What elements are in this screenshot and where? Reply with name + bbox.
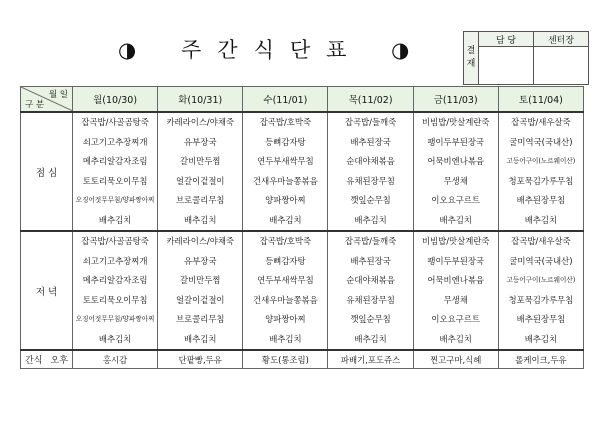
menu-item: 갈비만두찜: [180, 156, 221, 166]
menu-item: 팽이두부된장국: [427, 255, 485, 266]
menu-item: 잡곡밥/들깨죽: [344, 117, 397, 127]
menu-cell: [73, 112, 158, 231]
menu-item: 배추된장국: [350, 136, 391, 147]
menu-item: 유부장국: [184, 255, 217, 266]
menu-item: 유부장국: [184, 136, 217, 147]
menu-cell: [243, 231, 328, 350]
menu-item: 배추김치: [524, 333, 558, 344]
menu-item: 배추김치: [184, 214, 217, 225]
snack-row: [21, 350, 584, 369]
menu-item: 잡곡밥/사골곰탕죽: [81, 236, 149, 246]
menu-item: 청포묵김가루무침: [508, 175, 574, 186]
menu-item: 배추김치: [98, 333, 132, 344]
menu-item: 양파짱아찌: [265, 195, 306, 205]
day-header: 토(11/04): [498, 87, 583, 113]
page-title: [118, 34, 425, 64]
menu-item: 오징어젓무무침/양파짱아찌: [75, 196, 155, 204]
menu-item: 잡곡밥/사골곰탕죽: [81, 117, 149, 127]
menu-item: 브로콜리무침: [175, 314, 225, 324]
approval-box: [463, 31, 589, 85]
header-corner-date: 월 일: [48, 90, 68, 100]
menu-item: 깻잎순무침: [350, 314, 391, 324]
day-header: 금(11/03): [413, 87, 498, 113]
title-text: 주간식단표: [181, 38, 363, 62]
menu-item: 건새우마늘쫑볶음: [253, 175, 318, 186]
menu-item: 배추김치: [439, 214, 472, 225]
menu-item: 카레라이스/야채죽: [166, 117, 234, 127]
menu-item: 메추리알감자조림: [82, 275, 148, 285]
day-header: 화(10/31): [158, 87, 243, 113]
menu-item: 잡곡밥/호박죽: [259, 117, 312, 127]
menu-cell: [73, 231, 158, 350]
menu-cell: [158, 112, 243, 231]
snack-label: 간식: [25, 356, 43, 366]
menu-item: 잡곡밥/호박죽: [259, 236, 312, 246]
meal-label: 점 심: [21, 112, 73, 231]
snack-item: 롤케이크,두유: [498, 350, 583, 369]
menu-item: 고등어구이(노르웨이산): [506, 157, 576, 165]
menu-cell: [243, 112, 328, 231]
menu-item: 잡곡밥/새우살죽: [511, 117, 571, 127]
menu-item: 건새우마늘쫑볶음: [253, 294, 318, 305]
menu-cell: [158, 231, 243, 350]
menu-item: 유채된장무침: [346, 175, 395, 186]
half-circle-icon: ◑: [391, 38, 426, 62]
menu-item: 등뼈감자탕: [265, 255, 306, 266]
menu-item: 배추김치: [354, 333, 387, 344]
meal-row-dinner: [21, 231, 584, 350]
menu-item: 배추김치: [269, 333, 302, 344]
menu-item: 무생채: [443, 175, 468, 186]
menu-cell: [328, 231, 413, 350]
half-circle-icon: ◑: [118, 38, 153, 62]
menu-item: 잡곡밥/들깨죽: [344, 236, 397, 246]
menu-item: 무생채: [443, 294, 468, 305]
menu-item: 청포묵김가루무침: [508, 294, 574, 305]
menu-item: 오징어젓무무침/양파짱아찌: [75, 315, 155, 323]
header-corner: [21, 87, 73, 113]
meal-label: 저 녁: [21, 231, 73, 350]
menu-item: 갈비만두찜: [180, 275, 221, 285]
snack-item: 파배기,포도쥬스: [328, 350, 413, 369]
menu-item: 배추김치: [98, 214, 132, 225]
snack-item: 홍시감: [73, 350, 158, 369]
menu-item: 비빔밥/맛살계란죽: [421, 236, 490, 246]
menu-item: 순대야채볶음: [346, 156, 395, 166]
snack-time: 오후: [50, 356, 68, 366]
menu-cell: [328, 112, 413, 231]
menu-item: 연두부새싹무침: [257, 275, 314, 285]
menu-item: 굴미역국(국내산): [509, 255, 573, 266]
menu-item: 어묵비엔나볶음: [427, 156, 485, 166]
day-header: 월(10/30): [73, 87, 158, 113]
menu-item: 카레라이스/야채죽: [166, 236, 234, 246]
menu-item: 이오요구르트: [431, 314, 480, 324]
menu-item: 배추김치: [269, 214, 302, 225]
header-corner-category: 구 분: [25, 100, 45, 110]
menu-cell: [498, 112, 583, 231]
menu-item: 쇠고기고추장찌개: [82, 136, 148, 147]
menu-item: 쇠고기고추장찌개: [82, 255, 148, 266]
menu-item: 배추김치: [439, 333, 472, 344]
menu-item: 등뼈감자탕: [265, 136, 306, 147]
menu-table: [20, 86, 584, 369]
menu-item: 고등어구이(노르웨이산): [506, 276, 576, 284]
snack-item: 단팥빵,두유: [158, 350, 243, 369]
header-row: [21, 87, 584, 113]
signature-box[interactable]: [479, 47, 534, 85]
menu-item: 브로콜리무침: [175, 195, 225, 205]
snack-label-cell: [21, 350, 73, 369]
menu-item: 굴미역국(국내산): [509, 136, 573, 147]
day-header: 수(11/01): [243, 87, 328, 113]
menu-item: 배추김치: [354, 214, 387, 225]
menu-item: 깻잎순무침: [350, 195, 391, 205]
approval-label-text: 결재: [466, 46, 476, 69]
snack-item: 찐고구마,식혜: [413, 350, 498, 369]
signature-box[interactable]: [534, 47, 589, 85]
menu-item: 메추리알감자조림: [82, 156, 148, 166]
menu-item: 유채된장무침: [346, 294, 395, 305]
menu-item: 이오요구르트: [431, 195, 480, 205]
approval-label: [464, 32, 479, 85]
menu-item: 얼갈이겉절이: [175, 294, 225, 305]
approval-role: 센터장: [534, 32, 589, 47]
menu-item: 순대야채볶음: [346, 275, 395, 285]
meal-row-lunch: [21, 112, 584, 231]
menu-cell: [413, 231, 498, 350]
menu-item: 얼갈이겉절이: [175, 175, 225, 186]
approval-role: 담 당: [479, 32, 534, 47]
menu-item: 비빔밥/맛살계란죽: [421, 117, 490, 127]
menu-item: 양파짱아찌: [265, 314, 306, 324]
menu-item: 토토리묵오이무침: [82, 294, 148, 305]
menu-cell: [413, 112, 498, 231]
menu-item: 배추김치: [524, 214, 558, 225]
menu-item: 어묵비엔나볶음: [427, 275, 485, 285]
menu-item: 잡곡밥/새우살죽: [511, 236, 571, 246]
menu-cell: [498, 231, 583, 350]
day-header: 목(11/02): [328, 87, 413, 113]
snack-item: 황도(통조림): [243, 350, 328, 369]
menu-item: 배추된장무침: [516, 314, 566, 324]
menu-item: 배추된장무침: [516, 195, 566, 205]
menu-item: 배추김치: [184, 333, 217, 344]
menu-item: 토토리묵오이무침: [82, 175, 148, 186]
menu-item: 배추된장국: [350, 255, 391, 266]
menu-item: 연두부새싹무침: [257, 156, 314, 166]
menu-item: 팽이두부된장국: [427, 136, 485, 147]
